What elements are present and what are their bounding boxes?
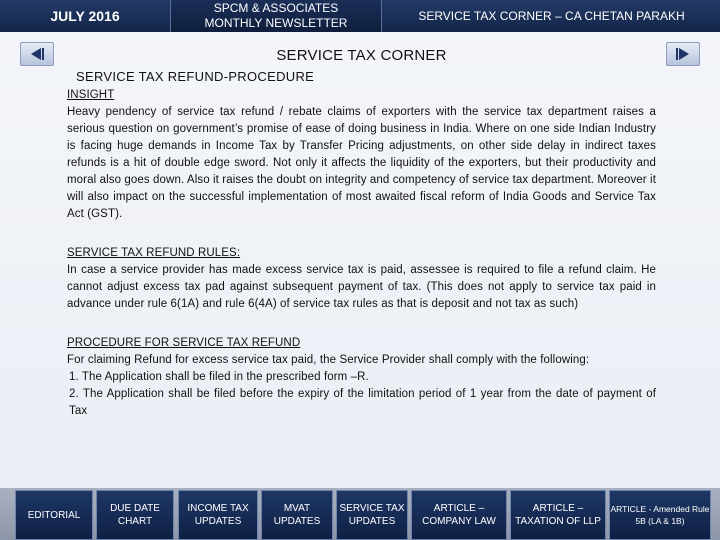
issue-month: JULY 2016 bbox=[50, 8, 120, 24]
arrow-right-icon bbox=[673, 46, 693, 62]
nav-article-amended-rule-button[interactable]: ARTICLE - Amended Rule 5B (LA & 1B) bbox=[609, 490, 711, 540]
nav-mvat-updates-button[interactable]: MVAT UPDATES bbox=[261, 490, 333, 540]
nav-income-tax-updates-button[interactable]: INCOME TAX UPDATES bbox=[178, 490, 258, 540]
rules-text: In case a service provider has made excess service tax is paid, assessee is required to file a refund claim. He cannot adjust excess tax pad against subsequent payment of tax. (This does not apply to service tax paid in advance under rule 6(1A) and rule 6(4A) of service tax rules as that is deposit and not tax as such) bbox=[67, 264, 656, 310]
corner-title: SERVICE TAX CORNER – CA CHETAN PARAKH bbox=[418, 9, 685, 23]
nav-service-tax-updates-button[interactable]: SERVICE TAX UPDATES bbox=[336, 490, 408, 540]
nav-article-company-law-button[interactable]: ARTICLE – COMPANY LAW bbox=[411, 490, 507, 540]
insight-heading: INSIGHT bbox=[67, 89, 115, 101]
nav-article-taxation-llp-button[interactable]: ARTICLE – TAXATION OF LLP bbox=[510, 490, 606, 540]
insight-text: Heavy pendency of service tax refund / rebate claims of exporters with the service tax department raises a serious question on government’s promise of ease of doing business in India. Where on one side Indian Industry is facing huge demands in Income Tax by Transfer Pricing adjustments, on other side delay in indirect taxes refunds is a hit of double edge sword. Not only it affects the liquidity of the exporters, but their productivity and moral also goes down. Also it raises the doubt on integrity and competency of service tax department. Moreover it will also impact on the successful implementation of most awaited fiscal reform of India Goods and Service Tax Act (GST). bbox=[67, 106, 656, 220]
nav-editorial-button[interactable]: EDITORIAL bbox=[15, 490, 93, 540]
newsletter-title bbox=[170, 0, 382, 32]
nav-due-date-chart-button[interactable]: DUE DATE CHART bbox=[96, 490, 174, 540]
procedure-heading: PROCEDURE FOR SERVICE TAX REFUND bbox=[67, 337, 301, 349]
section-title: SERVICE TAX REFUND-PROCEDURE bbox=[76, 69, 315, 84]
previous-page-button[interactable] bbox=[20, 42, 54, 66]
newsletter-title-text: SPCM & ASSOCIATES MONTHLY NEWSLETTER bbox=[204, 1, 348, 30]
page-title: SERVICE TAX CORNER bbox=[276, 47, 447, 64]
next-page-button[interactable] bbox=[666, 42, 700, 66]
article-body bbox=[67, 87, 656, 420]
procedure-item: 1. The Application shall be filed in the prescribed form –R. bbox=[69, 371, 369, 383]
arrow-left-icon bbox=[27, 46, 47, 62]
procedure-intro: For claiming Refund for excess service tax paid, the Service Provider shall comply with the following: bbox=[67, 354, 590, 366]
rules-heading: SERVICE TAX REFUND RULES: bbox=[67, 247, 241, 259]
procedure-item: 2. The Application shall be filed before the expiry of the limitation period of 1 year from the date of payment of Tax bbox=[69, 388, 656, 417]
